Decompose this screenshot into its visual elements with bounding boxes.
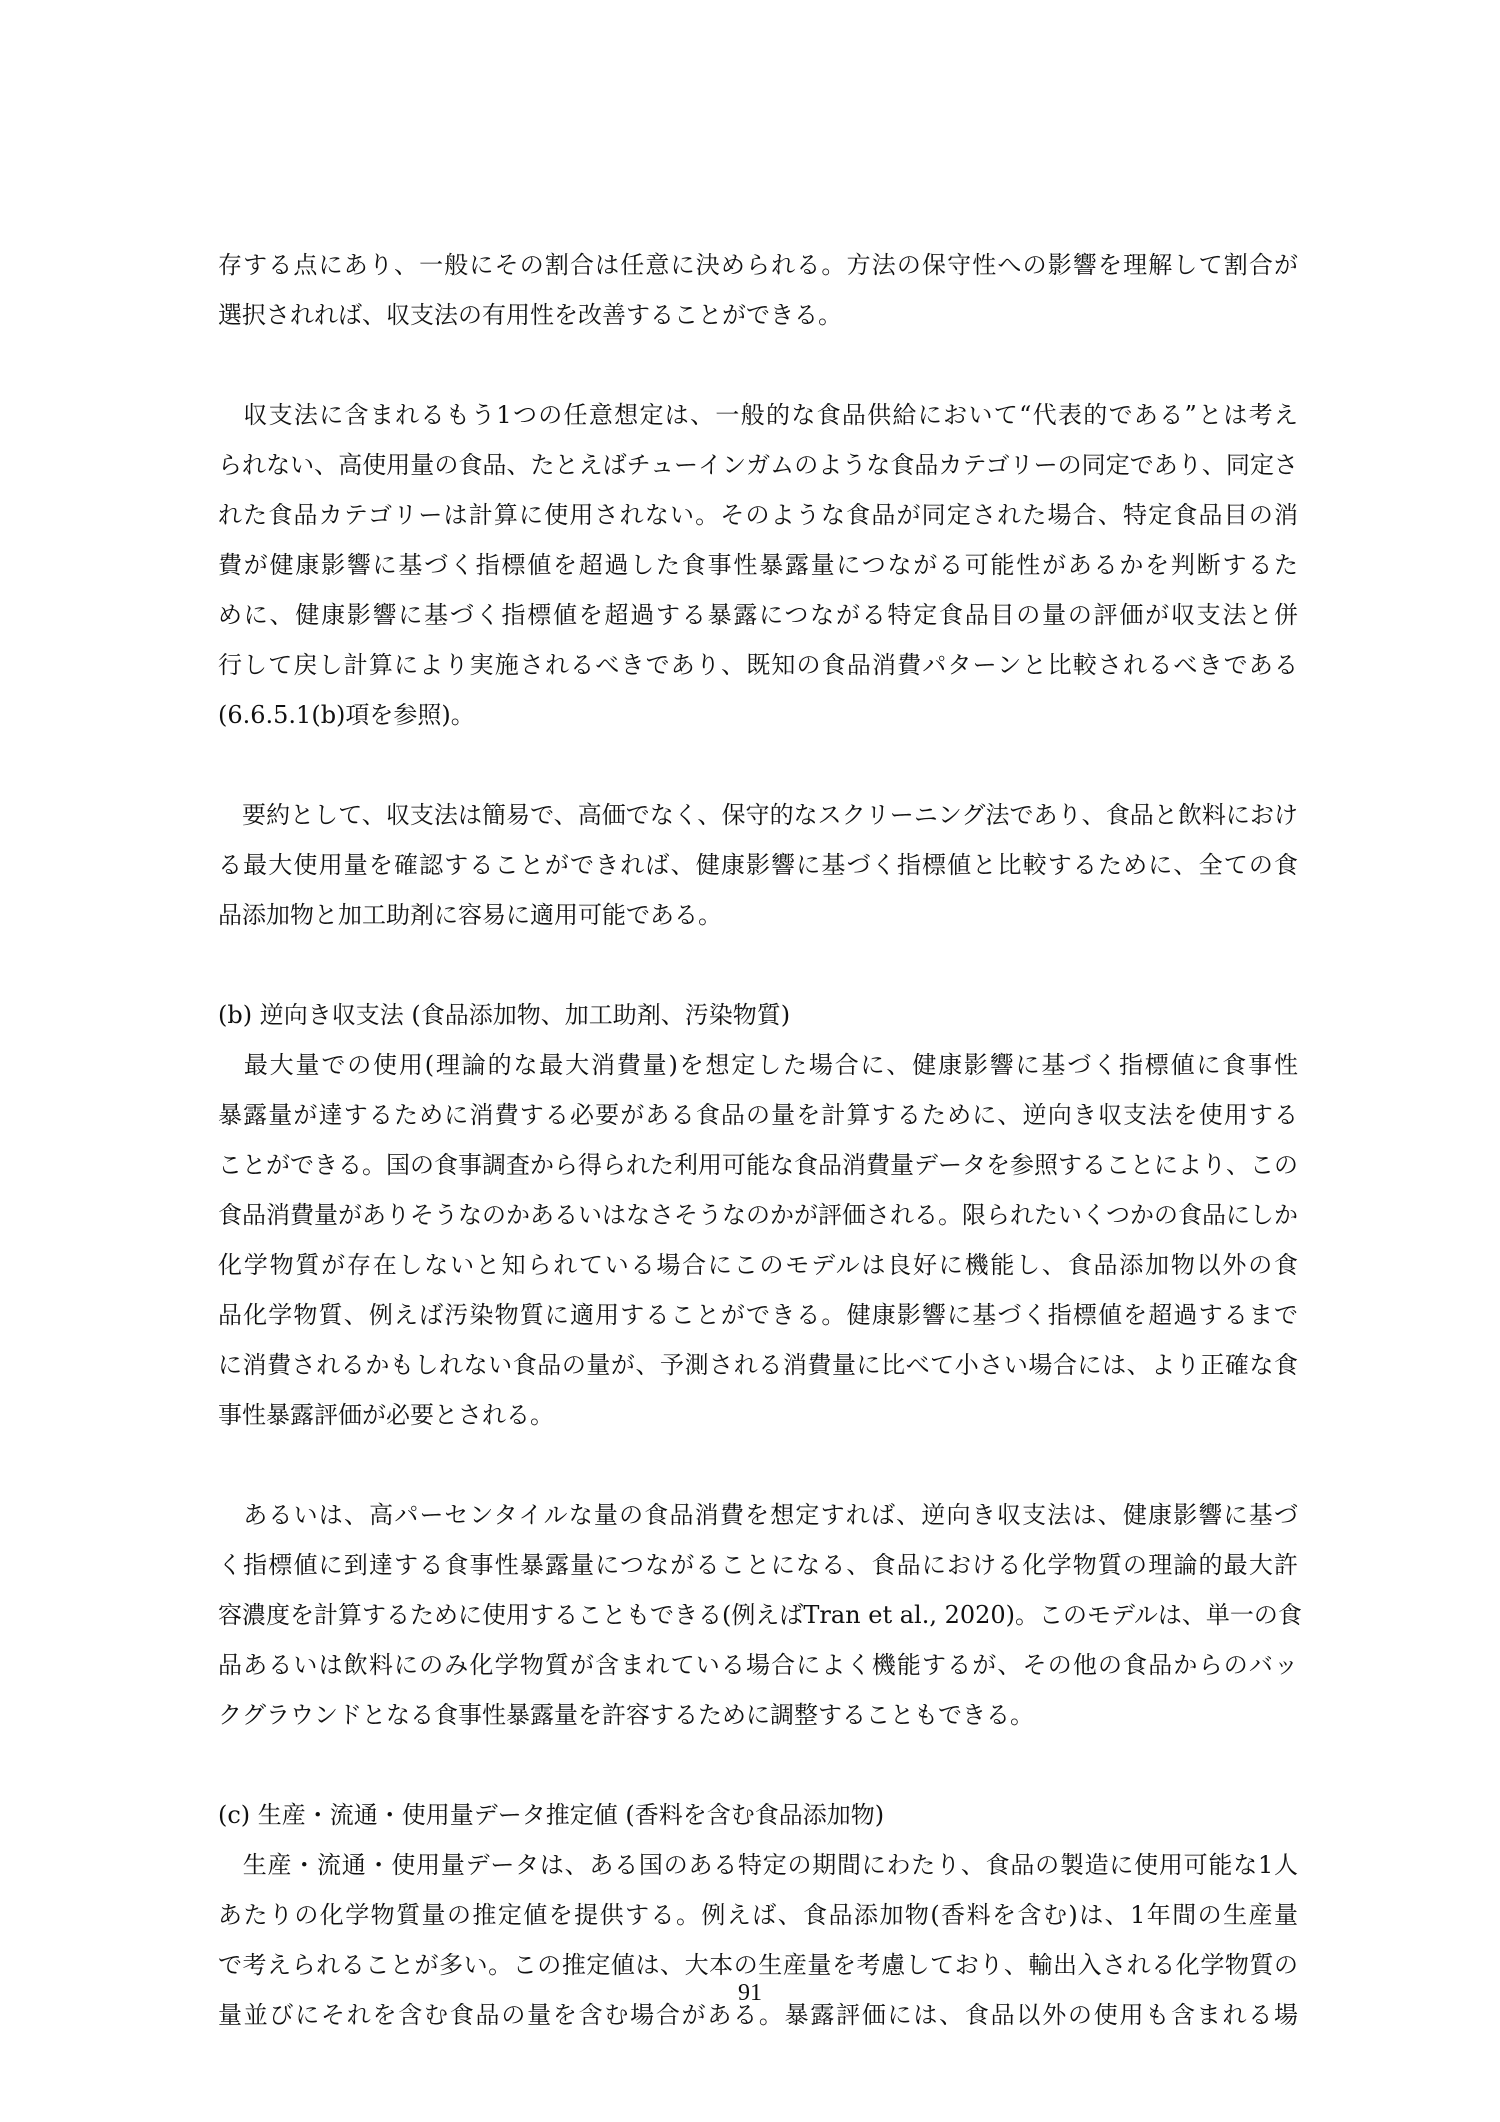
- text-line: 品あるいは飲料にのみ化学物質が含まれている場合によく機能するが、その他の食品からのバッ: [218, 1651, 1298, 1679]
- text-line: られない、高使用量の食品、たとえばチューインガムのような食品カテゴリーの同定であり、同定さ: [218, 451, 1298, 479]
- text-line: 要約として、収支法は簡易で、高価でなく、保守的なスクリーニング法であり、食品と飲料におけ: [218, 801, 1298, 829]
- text-line: めに、健康影響に基づく指標値を超過する暴露につながる特定食品目の量の評価が収支法と併: [218, 601, 1298, 629]
- paragraph-spacer: [218, 1740, 1298, 1790]
- paragraph: [218, 240, 1298, 340]
- text-line: 収支法に含まれるもう1つの任意想定は、一般的な食品供給において“代表的である”とは考え: [218, 401, 1298, 429]
- text-line: 暴露量が達するために消費する必要がある食品の量を計算するために、逆向き収支法を使用する: [218, 1101, 1298, 1129]
- text-line: 容濃度を計算するために使用することもできる(例えばTran et al., 2020)。このモデルは、単一の食: [218, 1601, 1302, 1629]
- text-line: 食品消費量がありそうなのかあるいはなさそうなのかが評価される。限られたいくつかの食品にしか: [218, 1201, 1298, 1229]
- document-body: [218, 240, 1302, 2040]
- text-line: 品添加物と加工助剤に容易に適用可能である。: [218, 901, 722, 929]
- section-heading: (b) 逆向き収支法 (食品添加物、加工助剤、汚染物質): [218, 1001, 791, 1029]
- paragraph-spacer: [218, 940, 1298, 990]
- text-line: あたりの化学物質量の推定値を提供する。例えば、食品添加物(香料を含む)は、1年間の生産量: [218, 1901, 1298, 1929]
- paragraph: [218, 390, 1298, 740]
- text-line: 生産・流通・使用量データは、ある国のある特定の期間にわたり、食品の製造に使用可能な1人: [218, 1851, 1298, 1879]
- text-line: 事性暴露評価が必要とされる。: [218, 1401, 554, 1429]
- paragraph: [218, 790, 1298, 940]
- paragraph-spacer: [218, 340, 1298, 390]
- text-line: (6.6.5.1(b)項を参照)。: [218, 701, 475, 729]
- text-line: 費が健康影響に基づく指標値を超過した食事性暴露量につながる可能性があるかを判断するた: [218, 551, 1298, 579]
- text-line: で考えられることが多い。この推定値は、大本の生産量を考慮しており、輸出入される化学物質の: [218, 1951, 1298, 1979]
- text-line: 量並びにそれを含む食品の量を含む場合がある。暴露評価には、食品以外の使用も含まれる場: [218, 2001, 1298, 2029]
- text-line: 品化学物質、例えば汚染物質に適用することができる。健康影響に基づく指標値を超過するまで: [218, 1301, 1298, 1329]
- page-number: 91: [738, 1980, 762, 2006]
- paragraph-spacer: [218, 740, 1298, 790]
- text-line: ことができる。国の食事調査から得られた利用可能な食品消費量データを参照することにより、この: [218, 1151, 1298, 1179]
- text-line: 選択されれば、収支法の有用性を改善することができる。: [218, 301, 842, 329]
- text-line: 最大量での使用(理論的な最大消費量)を想定した場合に、健康影響に基づく指標値に食事性: [218, 1051, 1298, 1079]
- text-line: れた食品カテゴリーは計算に使用されない。そのような食品が同定された場合、特定食品目の消: [218, 501, 1298, 529]
- text-line: に消費されるかもしれない食品の量が、予測される消費量に比べて小さい場合には、より正確な食: [218, 1351, 1298, 1379]
- section-b: [218, 990, 1298, 1440]
- paragraph: [218, 1490, 1302, 1740]
- text-line: く指標値に到達する食事性暴露量につながることになる、食品における化学物質の理論的最大許: [218, 1551, 1298, 1579]
- text-line: る最大使用量を確認することができれば、健康影響に基づく指標値と比較するために、全ての食: [218, 851, 1298, 879]
- text-line: 存する点にあり、一般にその割合は任意に決められる。方法の保守性への影響を理解して割合が: [218, 251, 1298, 279]
- text-line: クグラウンドとなる食事性暴露量を許容するために調整することもできる。: [218, 1701, 1034, 1729]
- section-heading: (c) 生産・流通・使用量データ推定値 (香料を含む食品添加物): [218, 1801, 885, 1829]
- text-line: あるいは、高パーセンタイルな量の食品消費を想定すれば、逆向き収支法は、健康影響に基づ: [218, 1501, 1298, 1529]
- text-line: 行して戻し計算により実施されるべきであり、既知の食品消費パターンと比較されるべきである: [218, 651, 1298, 679]
- paragraph-spacer: [218, 1440, 1298, 1490]
- text-line: 化学物質が存在しないと知られている場合にこのモデルは良好に機能し、食品添加物以外の食: [218, 1251, 1298, 1279]
